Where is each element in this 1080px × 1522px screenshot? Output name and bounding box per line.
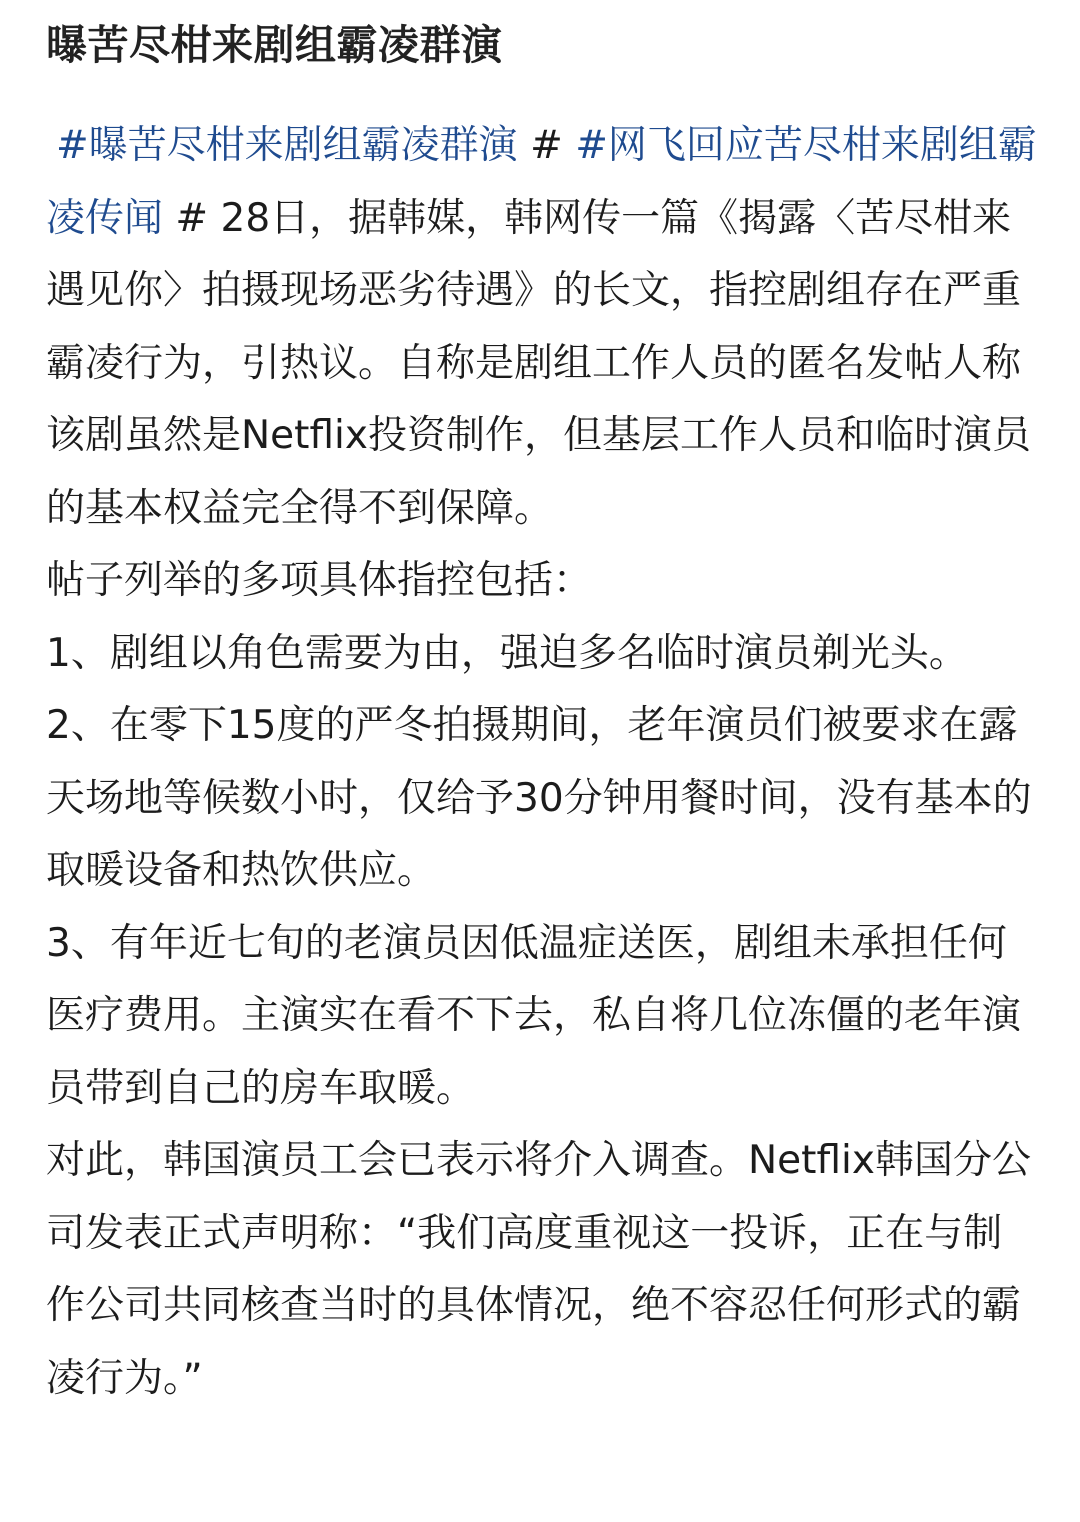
- hashtag-end-mark: #: [530, 123, 563, 168]
- list-item: 3、有年近七旬的老演员因低温症送医，剧组未承担任何医疗费用。主演实在看不下去，私自将几位冻僵的老年演员带到自己的房车取暖。: [46, 920, 1022, 1111]
- intro-text: 28日，据韩媒，韩网传一篇《揭露〈苦尽柑来遇见你〉拍摄现场恶劣待遇》的长文，指控剧组存在严重霸凌行为，引热议。自称是剧组工作人员的匿名发帖人称该剧虽然是Netflix投资制作，但基层工作人员和临时演员的基本权益完全得不到保障。: [46, 195, 1031, 531]
- hashtag-link-netflix-response[interactable]: #网飞回应苦尽柑来剧组霸凌传闻: [46, 123, 1037, 241]
- conclusion-paragraph: 对此，韩国演员工会已表示将介入调查。Netflix韩国分公司发表正式声明称：“我们高度重视这一投诉，正在与制作公司共同核查当时的具体情况，绝不容忍任何形式的霸凌行为。”: [46, 1138, 1031, 1401]
- hashtag-link-bullying[interactable]: #曝苦尽柑来剧组霸凌群演: [56, 123, 518, 168]
- hashtag-end-mark: #: [175, 195, 209, 241]
- list-item: 2、在零下15度的严冬拍摄期间，老年演员们被要求在露天场地等候数小时，仅给予30分钟用餐时间，没有基本的取暖设备和热饮供应。: [46, 703, 1032, 893]
- list-item: 1、剧组以角色需要为由，强迫多名临时演员剃光头。: [46, 630, 968, 676]
- article-body: [46, 110, 1038, 1415]
- intro-paragraph: [46, 110, 1038, 545]
- article-title: 曝苦尽柑来剧组霸凌群演: [46, 21, 503, 69]
- list-intro: 帖子列举的多项具体指控包括：: [46, 558, 593, 603]
